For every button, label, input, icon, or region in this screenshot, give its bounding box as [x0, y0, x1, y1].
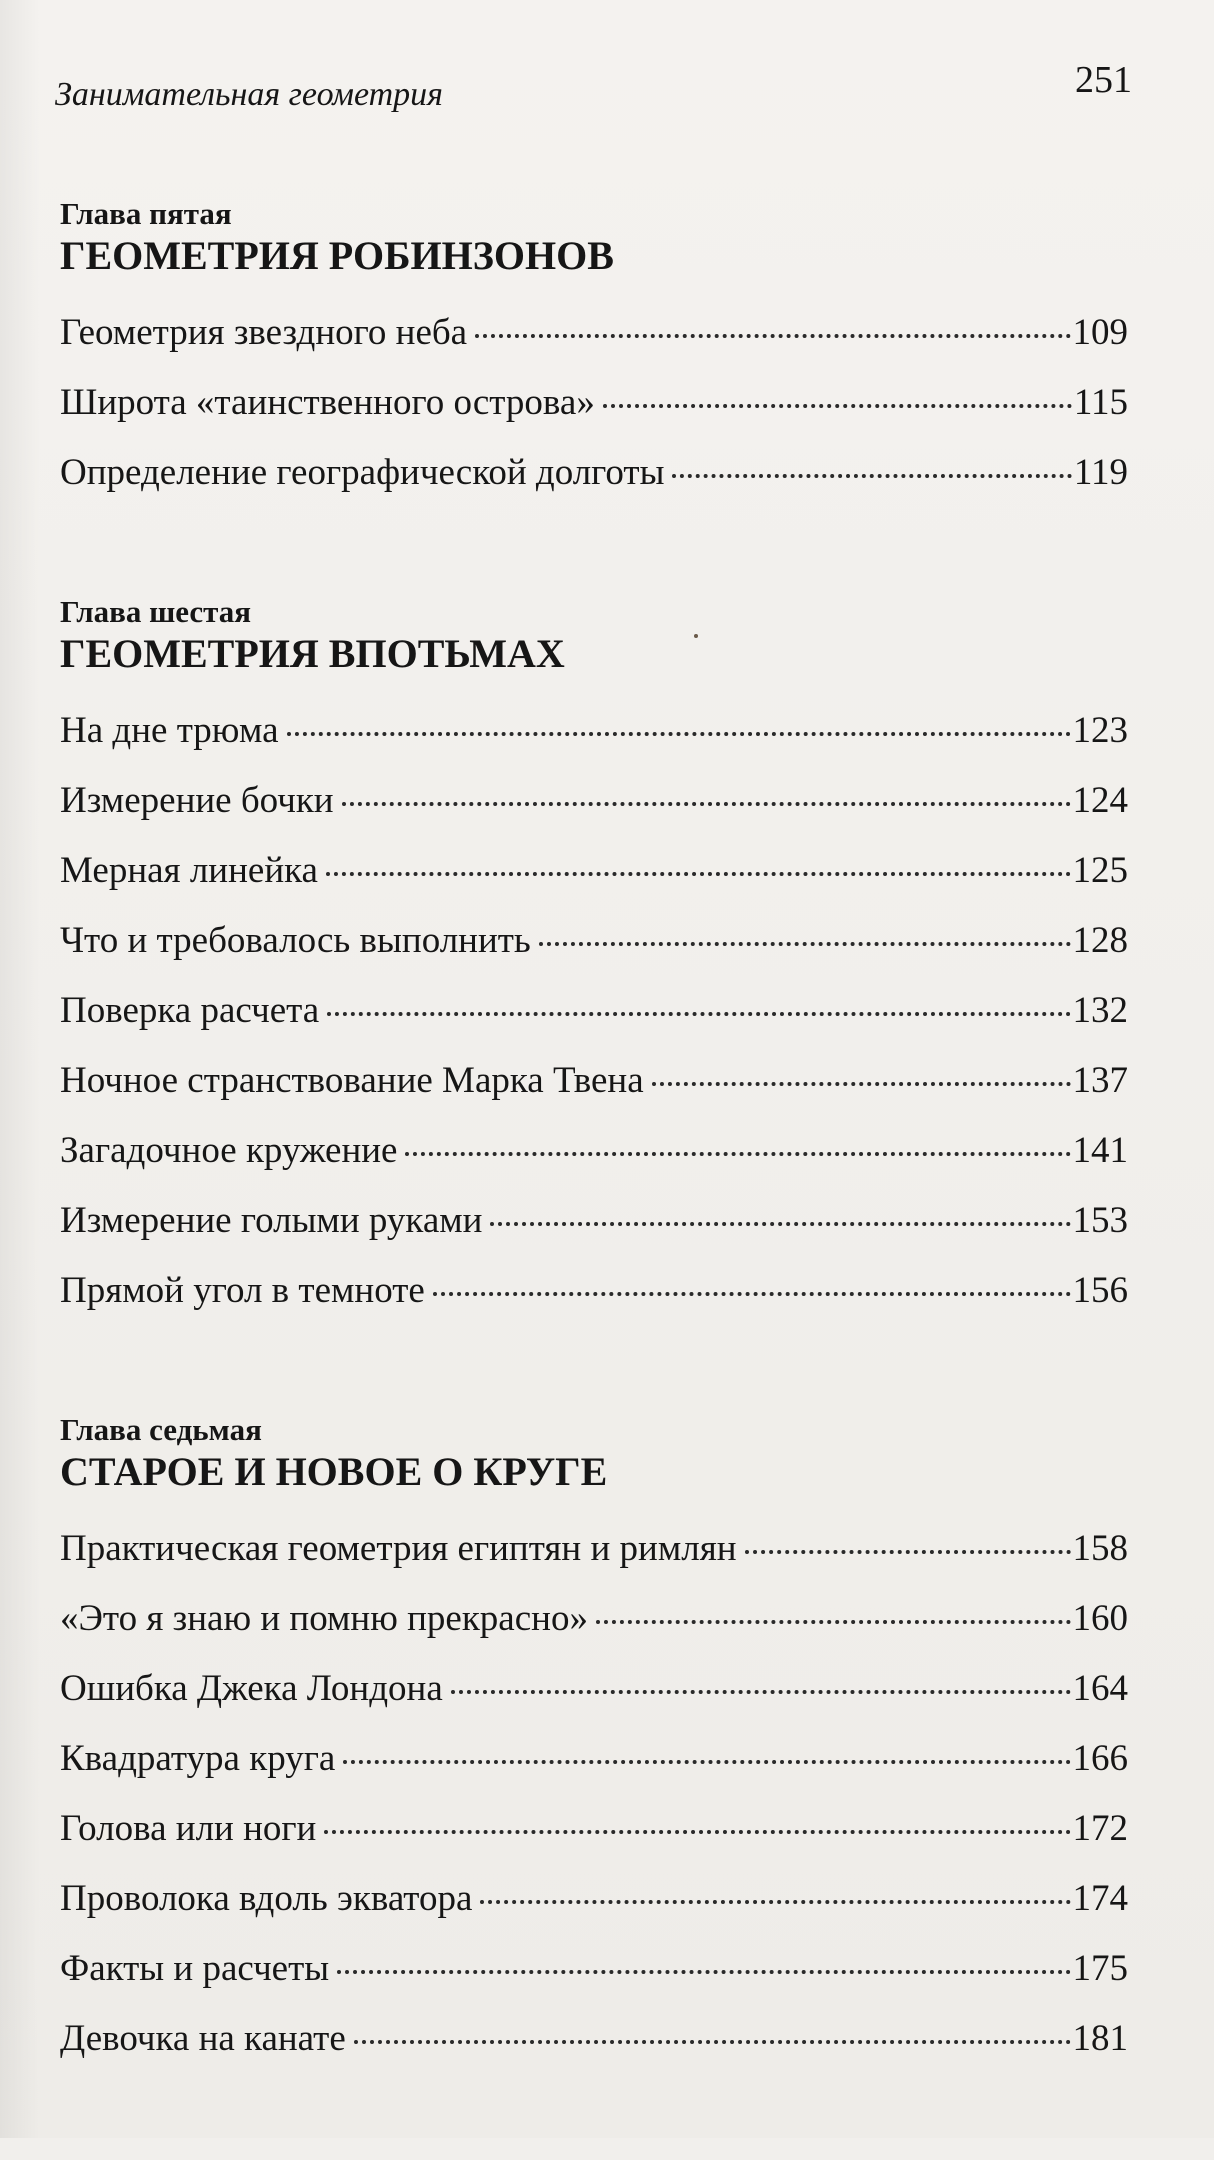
toc-entry-title: Измерение голыми руками: [60, 1200, 483, 1241]
dot-leader: [480, 1900, 1070, 1904]
dot-leader: [672, 474, 1071, 478]
toc-entry-page: 172: [1072, 1808, 1128, 1849]
toc-entry-page: 109: [1072, 312, 1128, 353]
chapter-title: СТАРОЕ И НОВОЕ О КРУГЕ: [60, 1449, 608, 1494]
dot-leader: [451, 1690, 1071, 1694]
toc-entry: [60, 976, 1128, 1046]
toc-entry-page: 123: [1072, 710, 1128, 751]
toc-entry-page: 125: [1072, 850, 1128, 891]
dot-leader: [343, 1760, 1070, 1764]
toc-entry-title: Поверка расчета: [60, 990, 320, 1031]
chapter-title: ГЕОМЕТРИЯ РОБИНЗОНОВ: [60, 233, 614, 278]
toc-entry: [60, 1724, 1128, 1794]
dot-leader: [354, 2040, 1071, 2044]
table-of-contents: [60, 196, 1128, 2160]
dot-leader: [337, 1970, 1070, 1974]
toc-entry-page: 156: [1072, 1270, 1128, 1311]
toc-entry: [60, 368, 1128, 438]
toc-entry: [60, 766, 1128, 836]
toc-entry: [60, 1934, 1128, 2004]
toc-entry-title: Голова или ноги: [60, 1808, 317, 1849]
toc-entry-title: Измерение бочки: [60, 780, 334, 821]
toc-entry-title: «Это я знаю и помню прекрасно»: [60, 1598, 588, 1639]
running-title: Занимательная геометрия: [55, 76, 443, 113]
toc-entry-page: 132: [1072, 990, 1128, 1031]
toc-entry: [60, 696, 1128, 766]
dot-leader: [603, 404, 1072, 408]
toc-entry-title: Девочка на канате: [60, 2018, 346, 2059]
dot-leader: [287, 732, 1071, 736]
toc-entry-title: Прямой угол в темноте: [60, 1270, 425, 1311]
toc-entry: [60, 438, 1128, 508]
toc-entry-title: Геометрия звездного неба: [60, 312, 468, 353]
toc-entry-title: Широта «таинственного острова»: [60, 382, 595, 423]
toc-entry: [60, 1116, 1128, 1186]
dot-leader: [596, 1620, 1071, 1624]
dot-leader: [324, 1830, 1070, 1834]
toc-entry: [60, 298, 1128, 368]
chapter-six: [60, 594, 1128, 1326]
page-number: 251: [1075, 59, 1132, 101]
toc-entry-page: 124: [1072, 780, 1128, 821]
dot-leader: [327, 1012, 1070, 1016]
toc-entry-page: 141: [1072, 1130, 1128, 1171]
toc-entry-page: 181: [1072, 2018, 1128, 2059]
toc-entry-title: Квадратура круга: [60, 1738, 336, 1779]
toc-entry: [60, 1794, 1128, 1864]
dot-leader: [490, 1222, 1070, 1226]
dot-leader: [405, 1152, 1070, 1156]
toc-entry: [60, 1584, 1128, 1654]
toc-entry-title: Проволока вдоль экватора: [60, 1878, 473, 1919]
toc-entry-title: Загадочное кружение: [60, 1130, 398, 1171]
toc-entry: [60, 1256, 1128, 1326]
toc-entry-page: 175: [1072, 1948, 1128, 1989]
toc-entry-page: 164: [1072, 1668, 1128, 1709]
toc-entry: [60, 1514, 1128, 1584]
toc-entry-title: Что и требовалось выполнить: [60, 920, 531, 961]
toc-entry-page: 166: [1072, 1738, 1128, 1779]
chapter-label: Глава пятая: [60, 196, 232, 231]
toc-entry-title: На дне трюма: [60, 710, 279, 751]
toc-entry-title: Практическая геометрия египтян и римлян: [60, 1528, 737, 1569]
toc-entry: [60, 1186, 1128, 1256]
dot-leader: [745, 1550, 1071, 1554]
dot-leader: [652, 1082, 1071, 1086]
toc-entry: [60, 1864, 1128, 1934]
chapter-title: ГЕОМЕТРИЯ ВПОТЬМАХ: [60, 631, 565, 676]
toc-entry: [60, 2004, 1128, 2074]
chapter-seven: [60, 1412, 1128, 2074]
toc-entry-page: 119: [1073, 452, 1128, 493]
toc-entry-page: 160: [1072, 1598, 1128, 1639]
toc-entry-title: Определение географической долготы: [60, 452, 665, 493]
toc-entry-title: Мерная линейка: [60, 850, 318, 891]
toc-entry-title: Факты и расчеты: [60, 1948, 330, 1989]
toc-entry-page: 137: [1072, 1060, 1128, 1101]
dot-leader: [326, 872, 1071, 876]
toc-entry-page: 128: [1072, 920, 1128, 961]
toc-entry: [60, 836, 1128, 906]
toc-entry-title: Ночное странствование Марка Твена: [60, 1060, 644, 1101]
dot-leader: [475, 334, 1070, 338]
toc-entry-page: 153: [1072, 1200, 1128, 1241]
chapter-label: Глава шестая: [60, 594, 252, 629]
chapter-label: Глава седьмая: [60, 1412, 262, 1447]
dot-leader: [342, 802, 1071, 806]
toc-entry: [60, 906, 1128, 976]
toc-entry-page: 158: [1072, 1528, 1128, 1569]
dot-leader: [539, 942, 1071, 946]
toc-entry-title: Ошибка Джека Лондона: [60, 1668, 443, 1709]
toc-entry-page: 174: [1072, 1878, 1128, 1919]
dot-leader: [433, 1292, 1071, 1296]
toc-entry: [60, 1654, 1128, 1724]
chapter-five: [60, 196, 1128, 508]
toc-entry-page: 115: [1073, 382, 1128, 423]
toc-entry: [60, 1046, 1128, 1116]
